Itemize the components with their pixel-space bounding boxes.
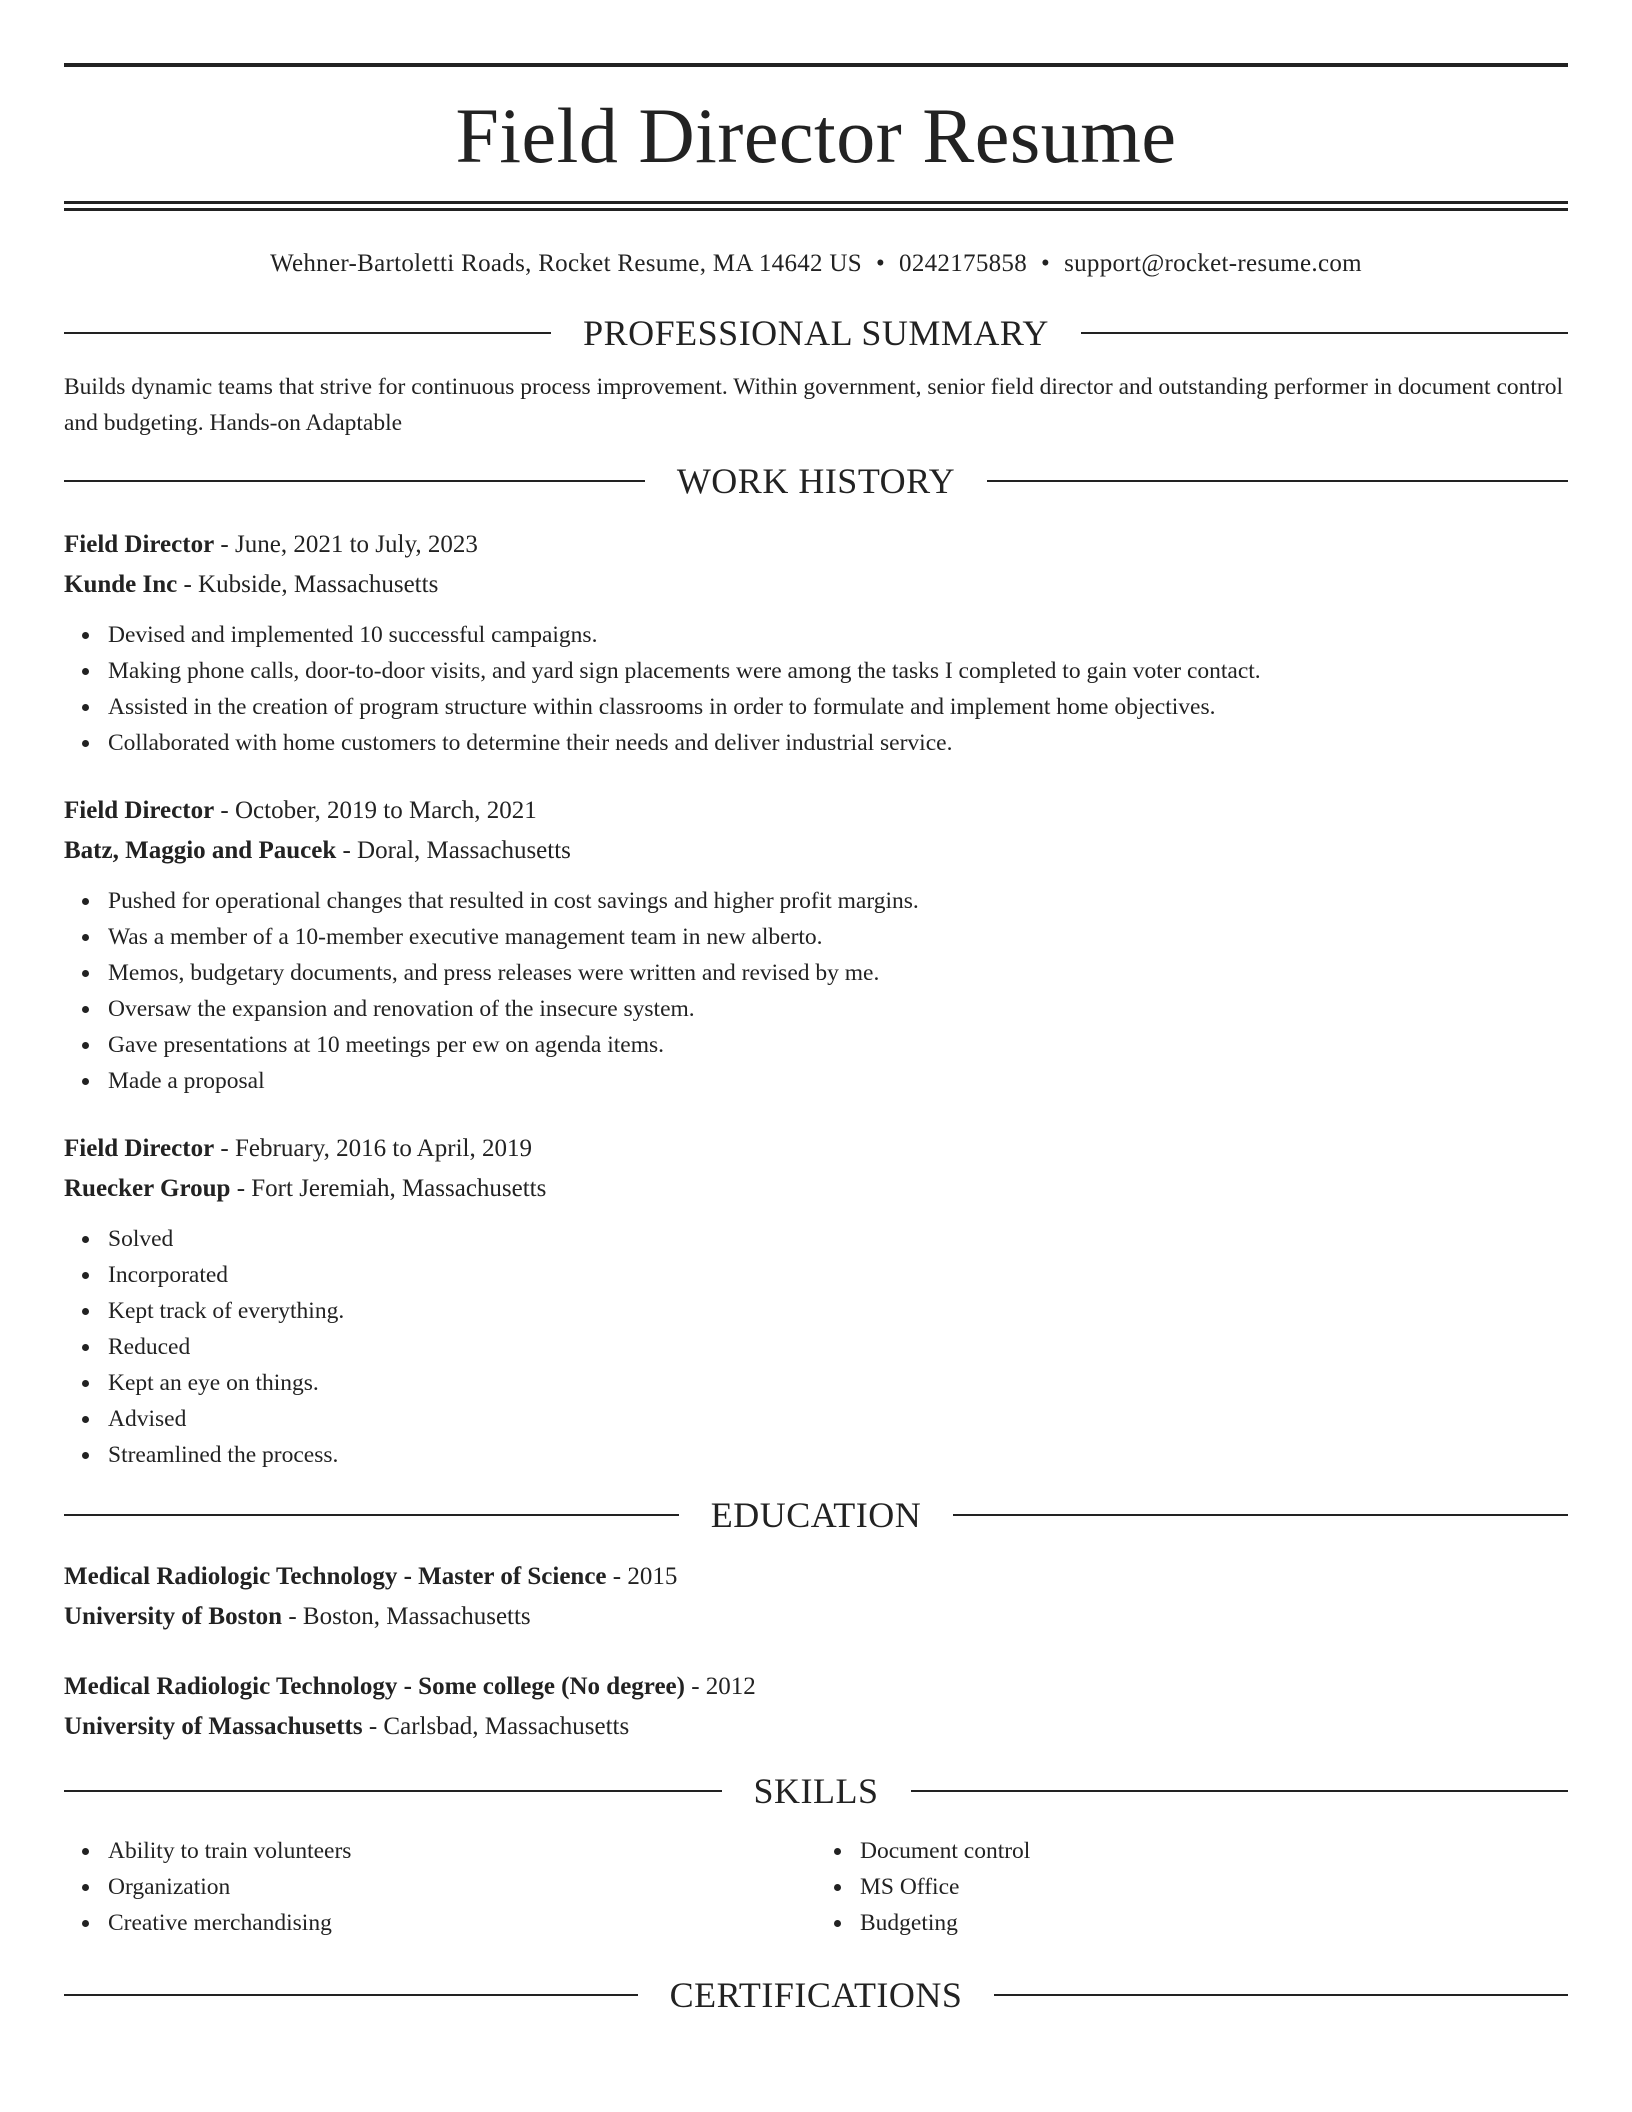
contact-line <box>64 247 1568 281</box>
job-dates: - October, 2019 to March, 2021 <box>214 797 537 824</box>
education-location: - Boston, Massachusetts <box>282 1603 531 1630</box>
job-company-line <box>64 831 1568 871</box>
list-item: Collaborated with home customers to determine their needs and deliver industrial service. <box>108 725 1568 761</box>
divider-line <box>911 1790 1569 1792</box>
list-item: Reduced <box>108 1329 1568 1365</box>
list-item: Was a member of a 10-member executive management team in new alberto. <box>108 919 1568 955</box>
skill-item: Ability to train volunteers <box>108 1833 816 1869</box>
job-title-line <box>64 525 1568 565</box>
job-company: Batz, Maggio and Paucek <box>64 837 337 864</box>
list-item: Made a proposal <box>108 1063 1568 1099</box>
job-company: Ruecker Group <box>64 1175 231 1202</box>
education-degree-line <box>64 1557 1568 1597</box>
section-header-certifications <box>64 1975 1568 2015</box>
education-school-line <box>64 1597 1568 1637</box>
education-degree: Medical Radiologic Technology - Master of Science <box>64 1563 607 1590</box>
list-item: Assisted in the creation of program structure within classrooms in order to formulate and implement home objectives. <box>108 689 1568 725</box>
divider-line <box>64 1514 679 1516</box>
page-title: Field Director Resume <box>455 92 1177 179</box>
divider-line <box>953 1514 1568 1516</box>
section-title-certifications: CERTIFICATIONS <box>669 1975 963 2015</box>
job-location: - Doral, Massachusetts <box>336 837 571 864</box>
section-header-summary <box>64 313 1568 353</box>
education-year: - 2015 <box>606 1563 678 1590</box>
list-item: Devised and implemented 10 successful campaigns. <box>108 617 1568 653</box>
education-entry <box>64 1557 1568 1637</box>
section-header-work <box>64 461 1568 501</box>
title-double-rule <box>64 201 1568 211</box>
list-item: Kept an eye on things. <box>108 1365 1568 1401</box>
job-entry <box>64 525 1568 761</box>
section-title-summary: PROFESSIONAL SUMMARY <box>583 313 1049 353</box>
contact-separator: • <box>875 250 886 277</box>
skill-item: Organization <box>108 1869 816 1905</box>
skill-item: MS Office <box>860 1869 1568 1905</box>
list-item: Solved <box>108 1221 1568 1257</box>
skills-list <box>64 1833 1568 1941</box>
skill-item: Budgeting <box>860 1905 1568 1941</box>
job-dates: - June, 2021 to July, 2023 <box>214 531 478 558</box>
education-school: University of Massachusetts <box>64 1713 363 1740</box>
job-bullets <box>64 617 1568 761</box>
list-item: Oversaw the expansion and renovation of the insecure system. <box>108 991 1568 1027</box>
section-title-skills: SKILLS <box>753 1771 879 1811</box>
list-item: Incorporated <box>108 1257 1568 1293</box>
section-header-education <box>64 1495 1568 1535</box>
summary-text: Builds dynamic teams that strive for continuous process improvement. Within government, senior field director and outstanding performer in document control and budgeting. Hands-on Adaptable <box>64 374 1564 436</box>
job-location: - Kubside, Massachusetts <box>177 571 439 598</box>
job-title-line <box>64 791 1568 831</box>
divider-line <box>987 480 1568 482</box>
education-degree-line <box>64 1667 1568 1707</box>
section-title-education: EDUCATION <box>710 1495 922 1535</box>
skills-column-left <box>64 1833 816 1941</box>
job-title: Field Director <box>64 1135 215 1162</box>
job-company: Kunde Inc <box>64 571 178 598</box>
list-item: Memos, budgetary documents, and press releases were written and revised by me. <box>108 955 1568 991</box>
list-item: Kept track of everything. <box>108 1293 1568 1329</box>
education-location: - Carlsbad, Massachusetts <box>362 1713 630 1740</box>
contact-separator: • <box>1041 250 1051 277</box>
skills-column-right <box>816 1833 1568 1941</box>
top-rule <box>64 63 1568 67</box>
education-degree: Medical Radiologic Technology - Some college (No degree) <box>64 1673 685 1700</box>
job-location: - Fort Jeremiah, Massachusetts <box>230 1175 547 1202</box>
list-item: Advised <box>108 1401 1568 1437</box>
job-bullets <box>64 1221 1568 1473</box>
divider-line <box>64 332 551 334</box>
job-company-line <box>64 1169 1568 1209</box>
list-item: Gave presentations at 10 meetings per ew on agenda items. <box>108 1027 1568 1063</box>
skill-item: Document control <box>860 1833 1568 1869</box>
resume-page <box>64 0 1568 2015</box>
education-school-line <box>64 1707 1568 1747</box>
list-item: Streamlined the process. <box>108 1437 1568 1473</box>
education-entry <box>64 1667 1568 1747</box>
divider-line <box>994 1994 1568 1996</box>
job-dates: - February, 2016 to April, 2019 <box>214 1135 532 1162</box>
job-entry <box>64 1129 1568 1473</box>
job-title: Field Director <box>64 531 215 558</box>
divider-line <box>64 480 645 482</box>
list-item: Making phone calls, door-to-door visits, and yard sign placements were among the tasks I completed to gain voter contact. <box>108 653 1568 689</box>
job-entry <box>64 791 1568 1099</box>
contact-address: Wehner-Bartoletti Roads, Rocket Resume, MA 14642 US <box>270 250 862 277</box>
contact-email: support@rocket-resume.com <box>1064 250 1362 277</box>
job-company-line <box>64 565 1568 605</box>
section-header-skills <box>64 1771 1568 1811</box>
divider-line <box>64 1994 638 1996</box>
job-title: Field Director <box>64 797 215 824</box>
job-bullets <box>64 883 1568 1099</box>
section-title-work: WORK HISTORY <box>676 461 956 501</box>
divider-line <box>1081 332 1568 334</box>
job-title-line <box>64 1129 1568 1169</box>
skill-item: Creative merchandising <box>108 1905 816 1941</box>
education-school: University of Boston <box>64 1603 283 1630</box>
list-item: Pushed for operational changes that resulted in cost savings and higher profit margins. <box>108 883 1568 919</box>
divider-line <box>64 1790 722 1792</box>
education-year: - 2012 <box>684 1673 756 1700</box>
contact-phone: 0242175858 <box>899 250 1028 277</box>
